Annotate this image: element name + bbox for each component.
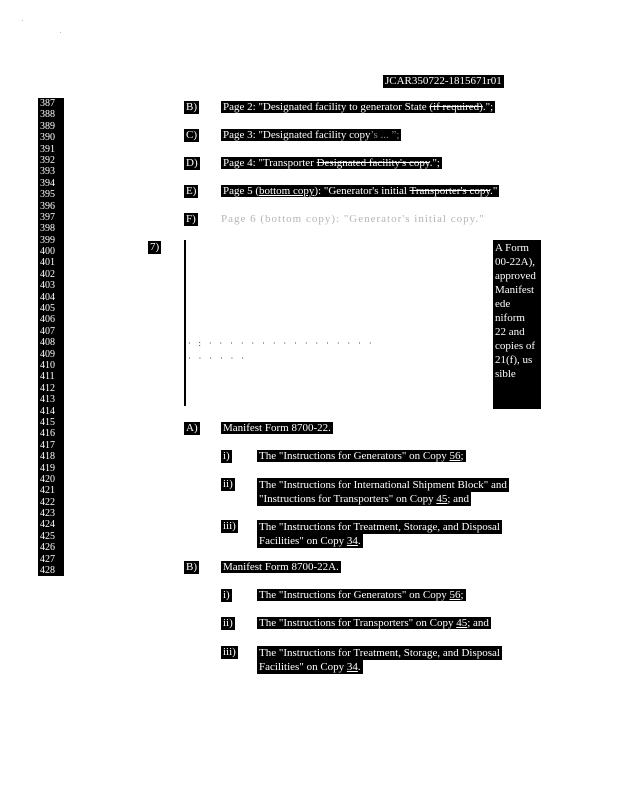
- line-number: 427: [40, 553, 55, 565]
- list-item: The "Instructions for International Shipment Block" and "Instructions for Transporters" on Copy 45; and: [259, 479, 507, 505]
- scan-speck: [22, 20, 23, 21]
- item-c-text: Page 3: "Designated facility copy’s ... ”;: [223, 129, 400, 141]
- line-numbers-column: [38, 98, 64, 576]
- item-7-label: 7): [150, 241, 160, 253]
- line-number: 416: [40, 428, 55, 440]
- right-column-line: approved: [495, 270, 536, 282]
- line-number: 409: [40, 348, 55, 360]
- line-number: 401: [40, 257, 55, 269]
- line-number: 424: [40, 519, 55, 531]
- line-number: 411: [40, 371, 55, 383]
- line-number: 389: [40, 120, 55, 132]
- line-number: 420: [40, 473, 55, 485]
- line-number: 394: [40, 177, 55, 189]
- line-number: 407: [40, 325, 55, 337]
- line-number: 426: [40, 542, 55, 554]
- list-item: The "Instructions for Transporters" on Copy 45; and: [259, 617, 489, 629]
- list-item-number: ii): [223, 478, 233, 490]
- line-number: 403: [40, 280, 55, 292]
- line-number: 399: [40, 234, 55, 246]
- right-column-line: 00-22A),: [495, 256, 536, 268]
- line-number: 402: [40, 268, 55, 280]
- line-number: 415: [40, 416, 55, 428]
- list-item-number: ii): [223, 617, 233, 629]
- line-number: 413: [40, 394, 55, 406]
- right-column-line: 21(f), us: [495, 354, 533, 366]
- item-7-right-column: [493, 240, 541, 409]
- item-7-garbled-line: · · · · · ·: [188, 354, 247, 363]
- line-number: 391: [40, 143, 55, 155]
- line-number: 387: [40, 98, 55, 109]
- item-label: E): [186, 185, 197, 197]
- item-label: C): [186, 129, 197, 141]
- line-number: 412: [40, 382, 55, 394]
- right-column-line: sible: [495, 368, 516, 380]
- item-b-text: Page 2: "Designated facility to generator State (if required).";: [223, 101, 494, 113]
- line-number: 408: [40, 337, 55, 349]
- line-number: 423: [40, 508, 55, 520]
- line-number: 390: [40, 132, 55, 144]
- line-number: 406: [40, 314, 55, 326]
- line-number: 417: [40, 439, 55, 451]
- list-item: The "Instructions for Generators" on Copy 56;: [259, 450, 464, 462]
- line-number: 400: [40, 246, 55, 258]
- line-number: 393: [40, 166, 55, 178]
- line-number: 425: [40, 530, 55, 542]
- line-number: 419: [40, 462, 55, 474]
- right-column-line: A Form: [495, 242, 529, 254]
- section-a-title: Manifest Form 8700-22.: [223, 422, 331, 434]
- list-item-number: i): [223, 450, 230, 462]
- line-number: 398: [40, 223, 55, 235]
- line-number: 414: [40, 405, 55, 417]
- line-number: 392: [40, 154, 55, 166]
- item-label: F): [186, 213, 196, 225]
- line-number: 388: [40, 109, 55, 121]
- item-e-text: Page 5 (bottom copy): "Generator's initial Transporter's copy.": [223, 185, 498, 197]
- line-number: 395: [40, 189, 55, 201]
- line-number: 422: [40, 496, 55, 508]
- line-number: 428: [40, 565, 55, 577]
- list-item-number: i): [223, 589, 230, 601]
- list-item: The "Instructions for Generators" on Copy 56;: [259, 589, 464, 601]
- section-b-title: Manifest Form 8700-22A.: [223, 561, 339, 573]
- line-number: 421: [40, 485, 55, 497]
- item-7-vertical-rule: [184, 240, 186, 406]
- line-number: 418: [40, 451, 55, 463]
- right-column-line: 22 and: [495, 326, 525, 338]
- scan-speck: [60, 32, 61, 33]
- item-label: B): [186, 101, 197, 113]
- line-number: 405: [40, 303, 55, 315]
- right-column-line: copies of: [495, 340, 536, 352]
- line-number: 396: [40, 200, 55, 212]
- line-number: 404: [40, 291, 55, 303]
- section-a-label: A): [186, 422, 198, 434]
- item-7-garbled-line: · : · · · · · · · · · · · · · · · ·: [188, 339, 375, 348]
- document-id: JCAR350722-1815671r01: [385, 75, 502, 87]
- list-item: The "Instructions for Treatment, Storage, and Disposal Facilities" on Copy 34.: [259, 647, 500, 673]
- list-item: The "Instructions for Treatment, Storage, and Disposal Facilities" on Copy 34.: [259, 521, 500, 547]
- item-f-text: Page 6 (bottom copy): "Generator's initial copy.": [221, 213, 485, 225]
- line-number: 410: [40, 359, 55, 371]
- item-label: D): [186, 157, 198, 169]
- right-column-line: ede: [495, 298, 511, 310]
- right-column-line: niform: [495, 312, 525, 324]
- section-b-label: B): [186, 561, 197, 573]
- right-column-line: Manifest: [495, 284, 535, 296]
- item-d-text: Page 4: "Transporter Designated facility's copy.";: [223, 157, 440, 169]
- list-item-number: iii): [223, 646, 236, 658]
- line-number: 397: [40, 211, 55, 223]
- list-item-number: iii): [223, 520, 236, 532]
